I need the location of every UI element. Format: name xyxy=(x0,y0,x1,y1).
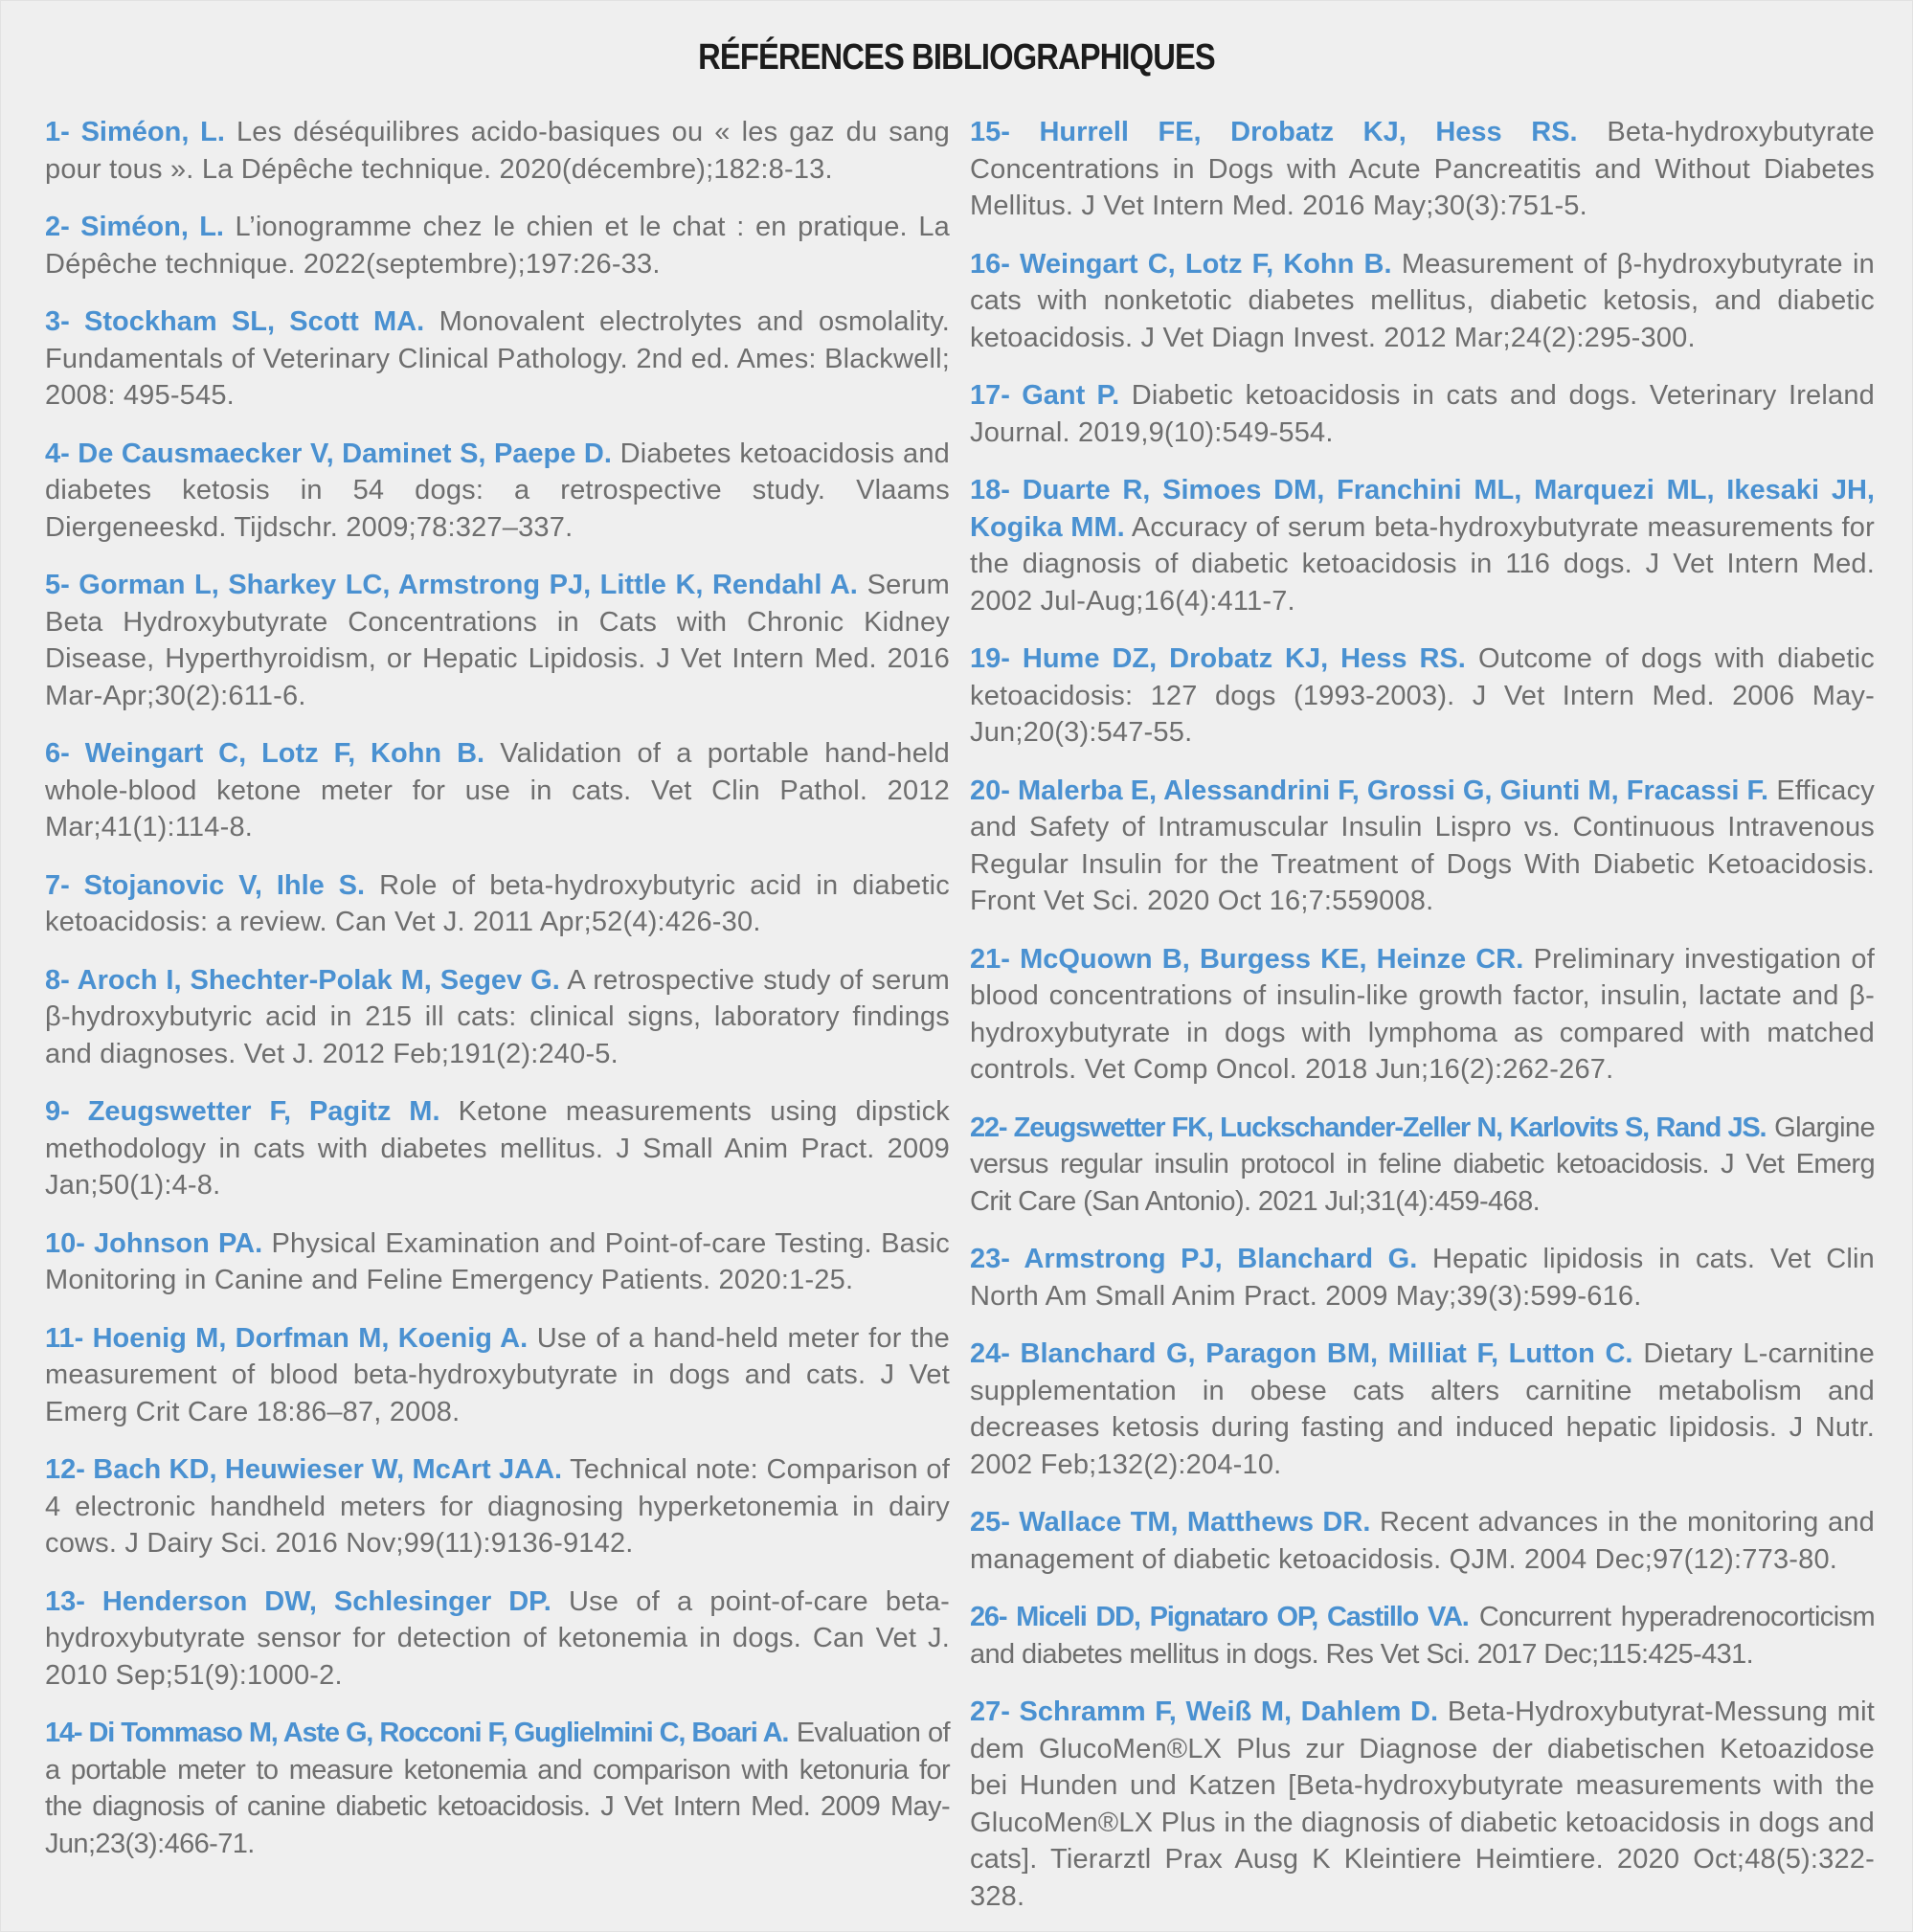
reference-authors: 15- Hurrell FE, Drobatz KJ, Hess RS. xyxy=(970,117,1578,147)
reference-text: A retrospective study of serum β-hydroxybutyric acid in 215 ill cats: clinical signs, laboratory findings and diagnoses. Vet J. 2012 Feb;191(2):240-5. xyxy=(45,964,950,1069)
reference-item xyxy=(970,246,1875,357)
reference-item xyxy=(970,114,1875,225)
reference-authors: 21- McQuown B, Burgess KE, Heinze CR. xyxy=(970,943,1524,975)
reference-text: Recent advances in the monitoring and management of diabetic ketoacidosis. QJM. 2004 Dec;97(12):773-80. xyxy=(970,1507,1875,1575)
reference-authors: 7- Stojanovic V, Ihle S. xyxy=(45,869,366,901)
reference-authors: 6- Weingart C, Lotz F, Kohn B. xyxy=(45,738,485,769)
reference-text: L’ionogramme chez le chien et le chat : en pratique. La Dépêche technique. 2022(septembre);197:26-33. xyxy=(45,212,950,280)
reference-authors: 17- Gant P. xyxy=(970,380,1120,411)
references-column-left xyxy=(45,114,950,1883)
reference-authors: 23- Armstrong PJ, Blanchard G. xyxy=(970,1244,1418,1274)
reference-item xyxy=(45,1320,950,1431)
reference-authors: 13- Henderson DW, Schlesinger DP. xyxy=(45,1585,551,1617)
reference-authors: 9- Zeugswetter F, Pagitz M. xyxy=(45,1096,440,1127)
reference-item xyxy=(45,1584,950,1695)
reference-text: Dietary L-carnitine supplementation in obese cats alters carnitine metabolism and decreases ketosis during fasting and induced hepatic lipidosis. J Nutr. 2002 Feb;132(2):204-10. xyxy=(970,1338,1875,1480)
reference-authors: 26- Miceli DD, Pignataro OP, Castillo VA. xyxy=(970,1602,1469,1632)
reference-text: Efficacy and Safety of Intramuscular Insulin Lispro vs. Continuous Intravenous Regular Insulin for the Treatment of Dogs With Diabetic Ketoacidosis. Front Vet Sci. 2020 Oct 16;7:559008. xyxy=(970,775,1875,916)
reference-item xyxy=(970,1504,1875,1578)
reference-text: Role of beta-hydroxybutyric acid in diabetic ketoacidosis: a review. Can Vet J. 2011 Apr;52(4):426-30. xyxy=(45,869,950,937)
reference-item xyxy=(45,567,950,714)
reference-text: Concurrent hyperadrenocorticism and diabetes mellitus in dogs. Res Vet Sci. 2017 Dec;115:425-431. xyxy=(970,1602,1875,1670)
page-title: RÉFÉRENCES BIBLIOGRAPHIQUES xyxy=(698,37,1215,78)
reference-authors: 22- Zeugswetter FK, Luckschander-Zeller N, Karlovits S, Rand JS. xyxy=(970,1112,1767,1143)
reference-item xyxy=(45,1225,950,1299)
reference-item xyxy=(45,867,950,941)
reference-item xyxy=(45,735,950,846)
reference-authors: 11- Hoenig M, Dorfman M, Koenig A. xyxy=(45,1322,529,1354)
reference-authors: 12- Bach KD, Heuwieser W, McArt JAA. xyxy=(45,1454,563,1485)
reference-authors: 27- Schramm F, Weiß M, Dahlem D. xyxy=(970,1696,1439,1727)
reference-authors: 1- Siméon, L. xyxy=(45,117,225,147)
reference-authors: 8- Aroch I, Shechter-Polak M, Segev G. xyxy=(45,964,560,996)
reference-item xyxy=(970,1599,1875,1673)
reference-authors: 19- Hume DZ, Drobatz KJ, Hess RS. xyxy=(970,643,1466,674)
reference-authors: 4- De Causmaecker V, Daminet S, Paepe D. xyxy=(45,438,612,469)
reference-text: Diabetes ketoacidosis and diabetes ketosis in 54 dogs: a retrospective study. Vlaams Diergeneeskd. Tijdschr. 2009;78:327–337. xyxy=(45,438,950,543)
reference-text: Use of a hand-held meter for the measurement of blood beta-hydroxybutyrate in dogs and cats. J Vet Emerg Crit Care 18:86–87, 2008. xyxy=(45,1322,950,1427)
reference-text: Evaluation of a portable meter to measure ketonemia and comparison with ketonuria for the diagnosis of canine diabetic ketoacidosis. J Vet Intern Med. 2009 May-Jun;23(3):466-71. xyxy=(45,1718,950,1859)
references-column-right xyxy=(970,114,1875,1932)
reference-item xyxy=(45,209,950,282)
reference-authors: 10- Johnson PA. xyxy=(45,1227,263,1259)
reference-authors: 3- Stockham SL, Scott MA. xyxy=(45,306,425,337)
reference-text: Ketone measurements using dipstick methodology in cats with diabetes mellitus. J Small Anim Pract. 2009 Jan;50(1):4-8. xyxy=(45,1096,950,1201)
reference-text: Diabetic ketoacidosis in cats and dogs. Veterinary Ireland Journal. 2019,9(10):549-554. xyxy=(970,380,1876,448)
reference-text: Serum Beta Hydroxybutyrate Concentrations in Cats with Chronic Kidney Disease, Hyperthyroidism, or Hepatic Lipidosis. J Vet Intern Med. 2016 Mar-Apr;30(2):611-6. xyxy=(45,570,950,711)
reference-text: Monovalent electrolytes and osmolality. Fundamentals of Veterinary Clinical Pathology. 2nd ed. Ames: Blackwell; 2008: 495-545. xyxy=(45,306,950,411)
reference-text: Les déséquilibres acido-basiques ou « les gaz du sang pour tous ». La Dépêche technique. 2020(décembre);182:8-13. xyxy=(45,117,950,185)
reference-text: Hepatic lipidosis in cats. Vet Clin North Am Small Anim Pract. 2009 May;39(3):599-616. xyxy=(970,1244,1875,1312)
reference-item xyxy=(970,377,1875,451)
reference-text: Use of a point-of-care beta-hydroxybutyrate sensor for detection of ketonemia in dogs. Can Vet J. 2010 Sep;51(9):1000-2. xyxy=(45,1585,950,1691)
reference-item xyxy=(970,1336,1875,1483)
reference-text: Measurement of β-hydroxybutyrate in cats with nonketotic diabetes mellitus, diabetic ketosis, and diabetic ketoacidosis. J Vet Diagn Invest. 2012 Mar;24(2):295-300. xyxy=(970,248,1875,353)
reference-item xyxy=(45,1093,950,1204)
reference-item xyxy=(970,472,1875,619)
reference-text: Beta-hydroxybutyrate Concentrations in Dogs with Acute Pancreatitis and Without Diabetes Mellitus. J Vet Intern Med. 2016 May;30(3):751-5. xyxy=(970,117,1875,221)
reference-item xyxy=(970,773,1875,920)
reference-item xyxy=(970,640,1875,752)
reference-item xyxy=(970,1110,1875,1221)
reference-item xyxy=(45,436,950,547)
reference-authors: 24- Blanchard G, Paragon BM, Milliat F, Lutton C. xyxy=(970,1338,1633,1369)
reference-authors: 2- Siméon, L. xyxy=(45,212,224,242)
reference-authors: 14- Di Tommaso M, Aste G, Rocconi F, Guglielmini C, Boari A. xyxy=(45,1718,789,1748)
reference-text: Outcome of dogs with diabetic ketoacidosis: 127 dogs (1993-2003). J Vet Intern Med. 2006 May-Jun;20(3):547-55. xyxy=(970,643,1875,748)
reference-text: Validation of a portable hand-held whole-blood ketone meter for use in cats. Vet Clin Pathol. 2012 Mar;41(1):114-8. xyxy=(45,738,951,842)
reference-item xyxy=(970,1694,1875,1915)
reference-authors: 20- Malerba E, Alessandrini F, Grossi G, Giunti M, Fracassi F. xyxy=(970,775,1769,806)
reference-item xyxy=(970,1241,1875,1314)
reference-text: Physical Examination and Point-of-care Testing. Basic Monitoring in Canine and Feline Emergency Patients. 2020:1-25. xyxy=(45,1227,950,1295)
reference-text: Preliminary investigation of blood concentrations of insulin-like growth factor, insulin, lactate and β-hydroxybutyrate in dogs with lymphoma as compared with matched controls. Vet Comp Oncol. 2018 Jun;16(2):262-267. xyxy=(970,943,1875,1085)
reference-authors: 18- Duarte R, Simoes DM, Franchini ML, Marquezi ML, Ikesaki JH, Kogika MM. xyxy=(970,475,1875,543)
reference-item xyxy=(45,114,950,188)
reference-item xyxy=(45,1451,950,1562)
reference-item xyxy=(45,1715,950,1862)
reference-authors: 25- Wallace TM, Matthews DR. xyxy=(970,1507,1371,1538)
reference-authors: 5- Gorman L, Sharkey LC, Armstrong PJ, Little K, Rendahl A. xyxy=(45,570,858,600)
reference-item xyxy=(45,962,950,1073)
reference-text: Technical note: Comparison of 4 electronic handheld meters for diagnosing hyperketonemia in dairy cows. J Dairy Sci. 2016 Nov;99(11):9136-9142. xyxy=(45,1454,950,1559)
reference-text: Accuracy of serum beta-hydroxybutyrate measurements for the diagnosis of diabetic ketoacidosis in 116 dogs. J Vet Intern Med. 2002 Jul-Aug;16(4):411-7. xyxy=(970,511,1875,617)
reference-item xyxy=(970,941,1875,1089)
reference-item xyxy=(45,303,950,415)
reference-text: Glargine versus regular insulin protocol in feline diabetic ketoacidosis. J Vet Emerg Crit Care (San Antonio). 2021 Jul;31(4):459-468. xyxy=(970,1112,1875,1217)
reference-text: Beta-Hydroxybutyrat-Messung mit dem GlucoMen®LX Plus zur Diagnose der diabetischen Ketoazidose bei Hunden und Katzen [Beta-hydroxybutyrate measurements with the GlucoMen®LX Plus in the diagnosis of diabetic ketoacidosis in dogs and cats]. Tierarztl Prax Ausg K Kleintiere Heimtiere. 2020 Oct;48(5):322-328. xyxy=(970,1696,1875,1912)
reference-authors: 16- Weingart C, Lotz F, Kohn B. xyxy=(970,248,1392,280)
